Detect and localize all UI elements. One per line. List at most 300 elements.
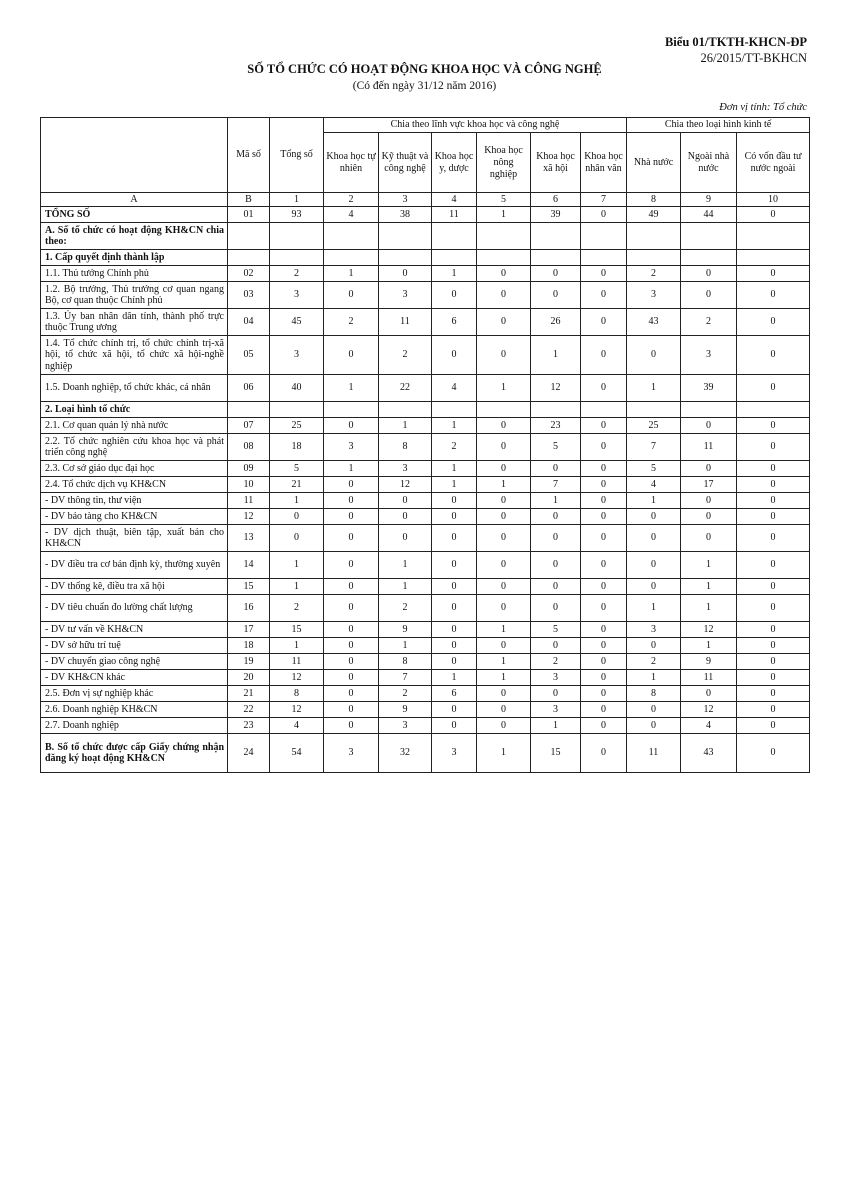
row-label: 2.7. Doanh nghiệp — [41, 718, 228, 734]
statistics-table — [40, 117, 810, 773]
value-cell: 0 — [531, 525, 581, 552]
value-cell: 2 — [379, 336, 432, 375]
value-cell: 0 — [432, 622, 477, 638]
empty-cell — [432, 223, 477, 250]
value-cell: 6 — [432, 686, 477, 702]
value-cell: 0 — [432, 525, 477, 552]
col-number: 3 — [379, 193, 432, 207]
value-cell: 18 — [270, 434, 324, 461]
value-cell: 0 — [737, 336, 810, 375]
value-cell: 0 — [737, 266, 810, 282]
value-cell: 45 — [270, 309, 324, 336]
value-cell: 1 — [627, 595, 681, 622]
value-cell: 0 — [737, 734, 810, 773]
row-code: 15 — [228, 579, 270, 595]
value-cell: 0 — [581, 207, 627, 223]
value-cell: 0 — [432, 638, 477, 654]
value-cell: 32 — [379, 734, 432, 773]
row-label: 2.3. Cơ sở giáo dục đại học — [41, 461, 228, 477]
row-code: 21 — [228, 686, 270, 702]
form-code: Biểu 01/TKTH-KHCN-ĐP — [664, 35, 807, 49]
value-cell: 49 — [627, 207, 681, 223]
col-number: 8 — [627, 193, 681, 207]
value-cell: 2 — [432, 434, 477, 461]
value-cell: 3 — [379, 461, 432, 477]
circular-number: 26/2015/TT-BKHCN — [700, 51, 807, 65]
value-cell: 0 — [681, 282, 737, 309]
value-cell: 0 — [477, 434, 531, 461]
value-cell: 0 — [581, 282, 627, 309]
empty-cell — [581, 250, 627, 266]
value-cell: 0 — [581, 622, 627, 638]
value-cell: 0 — [737, 638, 810, 654]
header-col: Nhà nước — [627, 133, 681, 193]
empty-cell — [432, 402, 477, 418]
empty-cell — [581, 223, 627, 250]
value-cell: 1 — [627, 375, 681, 402]
value-cell: 0 — [531, 461, 581, 477]
value-cell: 23 — [531, 418, 581, 434]
value-cell: 4 — [627, 477, 681, 493]
empty-cell — [228, 250, 270, 266]
value-cell: 0 — [737, 418, 810, 434]
row-label: 2.1. Cơ quan quản lý nhà nước — [41, 418, 228, 434]
value-cell: 0 — [737, 552, 810, 579]
value-cell: 25 — [627, 418, 681, 434]
empty-cell — [432, 250, 477, 266]
value-cell: 11 — [681, 434, 737, 461]
value-cell: 1 — [324, 375, 379, 402]
value-cell: 1 — [379, 418, 432, 434]
value-cell: 1 — [432, 266, 477, 282]
value-cell: 15 — [531, 734, 581, 773]
value-cell: 1 — [432, 461, 477, 477]
value-cell: 2 — [379, 595, 432, 622]
value-cell: 0 — [379, 525, 432, 552]
row-label: 1.3. Ủy ban nhân dân tỉnh, thành phố trực thuộc Trung ương — [41, 309, 228, 336]
value-cell: 0 — [432, 595, 477, 622]
value-cell: 1 — [681, 579, 737, 595]
value-cell: 0 — [581, 525, 627, 552]
value-cell: 8 — [270, 686, 324, 702]
value-cell: 0 — [477, 579, 531, 595]
value-cell: 22 — [379, 375, 432, 402]
value-cell: 0 — [581, 477, 627, 493]
header-ma-so: Mã số — [228, 118, 270, 193]
value-cell: 0 — [324, 477, 379, 493]
row-code: 01 — [228, 207, 270, 223]
table-row — [41, 734, 810, 773]
empty-cell — [681, 223, 737, 250]
col-number: A — [41, 193, 228, 207]
row-label: - DV thống kê, điều tra xã hội — [41, 579, 228, 595]
value-cell: 0 — [324, 525, 379, 552]
value-cell: 1 — [379, 552, 432, 579]
table-row — [41, 309, 810, 336]
empty-cell — [379, 223, 432, 250]
header-col: Khoa học nông nghiệp — [477, 133, 531, 193]
value-cell: 2 — [627, 266, 681, 282]
value-cell: 0 — [324, 622, 379, 638]
table-row — [41, 509, 810, 525]
value-cell: 1 — [324, 461, 379, 477]
value-cell: 0 — [737, 670, 810, 686]
value-cell: 0 — [477, 418, 531, 434]
col-number: 4 — [432, 193, 477, 207]
value-cell: 0 — [737, 686, 810, 702]
value-cell: 0 — [379, 493, 432, 509]
row-label: 2.6. Doanh nghiệp KH&CN — [41, 702, 228, 718]
value-cell: 3 — [270, 282, 324, 309]
value-cell: 0 — [531, 509, 581, 525]
value-cell: 8 — [379, 434, 432, 461]
value-cell: 0 — [627, 579, 681, 595]
empty-cell — [531, 250, 581, 266]
table-row — [41, 579, 810, 595]
value-cell: 0 — [531, 282, 581, 309]
empty-cell — [627, 250, 681, 266]
value-cell: 4 — [681, 718, 737, 734]
empty-cell — [379, 250, 432, 266]
value-cell: 1 — [531, 493, 581, 509]
value-cell: 0 — [627, 336, 681, 375]
value-cell: 0 — [627, 702, 681, 718]
col-number: 5 — [477, 193, 531, 207]
value-cell: 0 — [324, 686, 379, 702]
value-cell: 0 — [627, 525, 681, 552]
value-cell: 3 — [324, 734, 379, 773]
value-cell: 0 — [531, 579, 581, 595]
row-code: 02 — [228, 266, 270, 282]
table-row — [41, 638, 810, 654]
value-cell: 0 — [477, 336, 531, 375]
value-cell: 0 — [432, 718, 477, 734]
value-cell: 2 — [627, 654, 681, 670]
value-cell: 0 — [681, 509, 737, 525]
row-code: 18 — [228, 638, 270, 654]
value-cell: 0 — [324, 282, 379, 309]
value-cell: 0 — [324, 654, 379, 670]
value-cell: 11 — [270, 654, 324, 670]
value-cell: 2 — [270, 266, 324, 282]
row-code: 05 — [228, 336, 270, 375]
value-cell: 3 — [270, 336, 324, 375]
value-cell: 0 — [681, 418, 737, 434]
value-cell: 1 — [477, 207, 531, 223]
value-cell: 0 — [737, 654, 810, 670]
value-cell: 0 — [379, 509, 432, 525]
value-cell: 38 — [379, 207, 432, 223]
value-cell: 0 — [737, 493, 810, 509]
value-cell: 0 — [432, 336, 477, 375]
value-cell: 2 — [379, 686, 432, 702]
col-number: 7 — [581, 193, 627, 207]
value-cell: 0 — [737, 207, 810, 223]
header-col: Ngoài nhà nước — [681, 133, 737, 193]
value-cell: 12 — [270, 670, 324, 686]
row-label: - DV thông tin, thư viện — [41, 493, 228, 509]
value-cell: 39 — [681, 375, 737, 402]
value-cell: 0 — [681, 493, 737, 509]
value-cell: 40 — [270, 375, 324, 402]
value-cell: 0 — [581, 418, 627, 434]
value-cell: 15 — [270, 622, 324, 638]
row-code: 11 — [228, 493, 270, 509]
row-label: 2.2. Tổ chức nghiên cứu khoa học và phát triển công nghệ — [41, 434, 228, 461]
value-cell: 5 — [270, 461, 324, 477]
value-cell: 0 — [477, 686, 531, 702]
value-cell: 3 — [379, 718, 432, 734]
empty-cell — [531, 402, 581, 418]
value-cell: 3 — [432, 734, 477, 773]
value-cell: 0 — [737, 579, 810, 595]
value-cell: 0 — [581, 670, 627, 686]
table-row — [41, 670, 810, 686]
value-cell: 0 — [477, 525, 531, 552]
value-cell: 1 — [270, 552, 324, 579]
value-cell: 0 — [432, 579, 477, 595]
empty-cell — [681, 402, 737, 418]
value-cell: 8 — [627, 686, 681, 702]
value-cell: 11 — [379, 309, 432, 336]
section-row — [41, 223, 810, 250]
value-cell: 3 — [627, 282, 681, 309]
value-cell: 0 — [581, 686, 627, 702]
value-cell: 12 — [681, 622, 737, 638]
value-cell: 0 — [324, 702, 379, 718]
value-cell: 11 — [432, 207, 477, 223]
header-tong-so: Tổng số — [270, 118, 324, 193]
value-cell: 0 — [379, 266, 432, 282]
value-cell: 0 — [477, 595, 531, 622]
row-code: 04 — [228, 309, 270, 336]
table-row — [41, 702, 810, 718]
value-cell: 1 — [681, 595, 737, 622]
table-row — [41, 595, 810, 622]
value-cell: 9 — [379, 622, 432, 638]
value-cell: 17 — [681, 477, 737, 493]
empty-cell — [270, 402, 324, 418]
table-row — [41, 282, 810, 309]
value-cell: 0 — [531, 595, 581, 622]
empty-cell — [379, 402, 432, 418]
value-cell: 2 — [270, 595, 324, 622]
value-cell: 0 — [581, 702, 627, 718]
row-label: 1.2. Bộ trưởng, Thủ trưởng cơ quan ngang Bộ, cơ quan thuộc Chính phủ — [41, 282, 228, 309]
value-cell: 5 — [531, 622, 581, 638]
empty-cell — [324, 402, 379, 418]
row-code: 20 — [228, 670, 270, 686]
value-cell: 12 — [379, 477, 432, 493]
empty-cell — [324, 250, 379, 266]
value-cell: 39 — [531, 207, 581, 223]
empty-cell — [228, 402, 270, 418]
value-cell: 4 — [432, 375, 477, 402]
row-code: 22 — [228, 702, 270, 718]
value-cell: 0 — [432, 493, 477, 509]
row-label: 2.5. Đơn vị sự nghiệp khác — [41, 686, 228, 702]
value-cell: 21 — [270, 477, 324, 493]
value-cell: 0 — [581, 434, 627, 461]
header-col: Khoa học nhân văn — [581, 133, 627, 193]
value-cell: 0 — [581, 493, 627, 509]
row-label: - DV tư vấn về KH&CN — [41, 622, 228, 638]
value-cell: 3 — [531, 702, 581, 718]
value-cell: 7 — [627, 434, 681, 461]
value-cell: 0 — [432, 702, 477, 718]
header-col: Khoa học xã hội — [531, 133, 581, 193]
empty-cell — [737, 402, 810, 418]
row-label: 2.4. Tổ chức dịch vụ KH&CN — [41, 477, 228, 493]
header-col: Có vốn đầu tư nước ngoài — [737, 133, 810, 193]
empty-cell — [531, 223, 581, 250]
row-label: - DV sở hữu trí tuệ — [41, 638, 228, 654]
table-row — [41, 622, 810, 638]
empty-cell — [477, 402, 531, 418]
value-cell: 0 — [477, 718, 531, 734]
row-label: - DV dịch thuật, biên tập, xuất bản cho KH&CN — [41, 525, 228, 552]
value-cell: 0 — [324, 336, 379, 375]
table-body — [41, 207, 810, 773]
col-number: B — [228, 193, 270, 207]
value-cell: 1 — [531, 718, 581, 734]
row-label: - DV KH&CN khác — [41, 670, 228, 686]
value-cell: 1 — [477, 670, 531, 686]
value-cell: 0 — [270, 525, 324, 552]
row-label: A. Số tổ chức có hoạt động KH&CN chia theo: — [41, 223, 228, 250]
value-cell: 2 — [681, 309, 737, 336]
row-label: B. Số tổ chức được cấp Giấy chứng nhận đăng ký hoạt động KH&CN — [41, 734, 228, 773]
table-row — [41, 493, 810, 509]
row-code: 14 — [228, 552, 270, 579]
value-cell: 1 — [477, 654, 531, 670]
value-cell: 1 — [432, 477, 477, 493]
value-cell: 0 — [324, 670, 379, 686]
value-cell: 1 — [477, 734, 531, 773]
value-cell: 0 — [324, 509, 379, 525]
value-cell: 1 — [477, 622, 531, 638]
value-cell: 0 — [432, 509, 477, 525]
table-row — [41, 686, 810, 702]
value-cell: 9 — [379, 702, 432, 718]
value-cell: 0 — [737, 525, 810, 552]
value-cell: 0 — [531, 552, 581, 579]
value-cell: 0 — [681, 266, 737, 282]
value-cell: 1 — [627, 493, 681, 509]
empty-cell — [324, 223, 379, 250]
empty-cell — [627, 223, 681, 250]
empty-cell — [681, 250, 737, 266]
row-code: 19 — [228, 654, 270, 670]
value-cell: 0 — [581, 266, 627, 282]
value-cell: 0 — [581, 654, 627, 670]
value-cell: 54 — [270, 734, 324, 773]
value-cell: 0 — [432, 282, 477, 309]
empty-cell — [581, 402, 627, 418]
value-cell: 5 — [627, 461, 681, 477]
value-cell: 1 — [627, 670, 681, 686]
row-code: 08 — [228, 434, 270, 461]
empty-cell — [228, 223, 270, 250]
value-cell: 25 — [270, 418, 324, 434]
value-cell: 0 — [737, 595, 810, 622]
value-cell: 93 — [270, 207, 324, 223]
value-cell: 43 — [627, 309, 681, 336]
value-cell: 0 — [581, 718, 627, 734]
value-cell: 0 — [324, 595, 379, 622]
value-cell: 1 — [324, 266, 379, 282]
header-col: Khoa học y, dược — [432, 133, 477, 193]
value-cell: 0 — [737, 622, 810, 638]
empty-cell — [270, 223, 324, 250]
value-cell: 3 — [627, 622, 681, 638]
page-title: SỐ TỔ CHỨC CÓ HOẠT ĐỘNG KHOA HỌC VÀ CÔNG NGHỆ — [247, 62, 602, 76]
value-cell: 44 — [681, 207, 737, 223]
value-cell: 0 — [477, 509, 531, 525]
row-code: 13 — [228, 525, 270, 552]
value-cell: 0 — [432, 552, 477, 579]
table-row — [41, 434, 810, 461]
header-col: Khoa học tự nhiên — [324, 133, 379, 193]
value-cell: 5 — [531, 434, 581, 461]
column-number-row — [41, 193, 810, 207]
value-cell: 0 — [681, 525, 737, 552]
value-cell: 43 — [681, 734, 737, 773]
value-cell: 0 — [581, 336, 627, 375]
value-cell: 2 — [531, 654, 581, 670]
row-label: 1. Cấp quyết định thành lập — [41, 250, 228, 266]
value-cell: 3 — [379, 282, 432, 309]
value-cell: 26 — [531, 309, 581, 336]
row-code: 17 — [228, 622, 270, 638]
value-cell: 0 — [627, 638, 681, 654]
value-cell: 6 — [432, 309, 477, 336]
empty-cell — [477, 223, 531, 250]
row-label: 1.4. Tổ chức chính trị, tổ chức chính trị-xã hội, tổ chức xã hội, tổ chức xã hội-nghề nghiệp — [41, 336, 228, 375]
empty-cell — [627, 402, 681, 418]
value-cell: 0 — [737, 718, 810, 734]
value-cell: 1 — [270, 638, 324, 654]
value-cell: 0 — [627, 552, 681, 579]
header-col: Kỹ thuật và công nghệ — [379, 133, 432, 193]
value-cell: 12 — [531, 375, 581, 402]
row-label: - DV bảo tàng cho KH&CN — [41, 509, 228, 525]
value-cell: 4 — [270, 718, 324, 734]
value-cell: 0 — [737, 509, 810, 525]
col-number: 10 — [737, 193, 810, 207]
value-cell: 12 — [681, 702, 737, 718]
value-cell: 0 — [737, 434, 810, 461]
row-code: 24 — [228, 734, 270, 773]
value-cell: 0 — [737, 282, 810, 309]
value-cell: 0 — [581, 579, 627, 595]
value-cell: 0 — [627, 509, 681, 525]
value-cell: 0 — [324, 579, 379, 595]
value-cell: 0 — [477, 282, 531, 309]
value-cell: 4 — [324, 207, 379, 223]
value-cell: 0 — [737, 461, 810, 477]
value-cell: 0 — [324, 418, 379, 434]
col-number: 9 — [681, 193, 737, 207]
value-cell: 0 — [477, 309, 531, 336]
empty-cell — [737, 223, 810, 250]
table-row — [41, 461, 810, 477]
value-cell: 0 — [531, 266, 581, 282]
value-cell: 0 — [324, 718, 379, 734]
empty-cell — [270, 250, 324, 266]
header-label-cell — [41, 118, 228, 193]
row-label: 1.5. Doanh nghiệp, tổ chức khác, cá nhân — [41, 375, 228, 402]
